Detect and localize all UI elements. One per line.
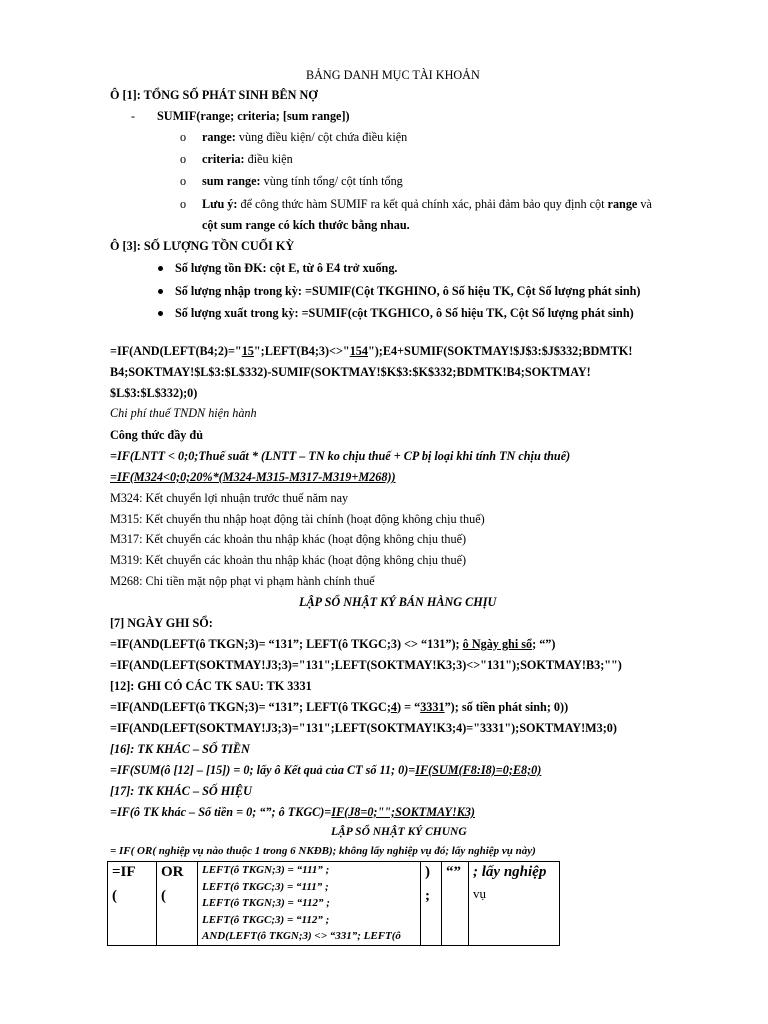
table-row [108, 862, 560, 946]
tndn-title: Chi phí thuế TNDN hiện hành [110, 406, 257, 420]
list-item-text: criteria: điều kiện [202, 152, 293, 166]
table-cell: LEFT(ô TKGN;3) = “111” ; LEFT(ô TKGC;3) = “111” ; LEFT(ô TKGN;3) = “112” ; LEFT(ô TKGC;3) = “112” ; AND(LEFT(ô TKGN;3) <> “331”; LEFT(ô [198, 862, 421, 946]
list-item [180, 129, 186, 145]
formula-line: =IF(AND(LEFT(B4;2)="15";LEFT(B4;3)<>"154");E4+SUMIF(SOKTMAY!$J$3:$J$332;BDMTK! [110, 344, 633, 358]
table-cell: =IF ( [108, 862, 157, 946]
s3-heading: Ô [3]: SỐ LƯỢNG TỒN CUỐI KỲ [110, 239, 295, 253]
dash-bullet: - [131, 109, 136, 123]
list-item: Số lượng nhập trong kỳ: =SUMIF(Cột TKGHINO, ô Số hiệu TK, Cột Số lượng phát sinh) [175, 284, 641, 298]
formula-line: =IF(M324<0;0;20%*(M324-M315-M317-M319+M268)) [110, 470, 396, 484]
formula-line: =IF(ô TK khác – Số tiền = 0; “”; ô TKGC)=IF(J8=0;"";SOKTMAY!K3) [110, 805, 475, 819]
s1-heading: Ô [1]: TỔNG SỐ PHÁT SINH BÊN NỢ [110, 88, 318, 102]
definition-line: M319: Kết chuyển các khoản thu nhập khác (hoạt động không chịu thuế) [110, 553, 467, 567]
list-item: Số lượng xuất trong kỳ: =SUMIF(cột TKGHICO, ô Số hiệu TK, Cột Số lượng phát sinh) [175, 306, 634, 320]
definition-line: M268: Chi tiền mặt nộp phạt vi phạm hành chính thuế [110, 574, 375, 588]
formula-line: =IF(AND(LEFT(SOKTMAY!J3;3)="131";LEFT(SOKTMAY!K3;3)<>"131");SOKTMAY!B3;"") [110, 658, 622, 672]
list-item-text: sum range: vùng tính tổng/ cột tính tổng [202, 174, 403, 188]
section-title: LẬP SỔ NHẬT KÝ CHUNG [331, 826, 467, 838]
formula-table [107, 861, 560, 946]
list-item [180, 196, 186, 212]
bullet-dot [158, 311, 163, 316]
formula-line: =IF(LNTT < 0;0;Thuế suất * (LNTT – TN ko chịu thuế + CP bị loại khi tính TN chịu thuế) [110, 449, 571, 463]
bullet-o: o [180, 197, 187, 211]
list-item: Số lượng tồn ĐK: cột E, từ ô E4 trở xuống. [175, 261, 398, 275]
formula-line: =IF(AND(LEFT(ô TKGN;3)= “131”; LEFT(ô TKGC;3) <> “131”); ô Ngày ghi sổ; “”) [110, 637, 556, 651]
section-heading: [7] NGÀY GHI SỔ: [110, 616, 213, 630]
page-title: BẢNG DANH MỤC TÀI KHOẢN [306, 68, 480, 82]
note-continuation: cột sum range có kích thước bằng nhau. [202, 218, 410, 232]
table-cell: ) ; [421, 862, 442, 946]
bullet-o: o [180, 130, 187, 144]
bullet-dot [158, 289, 163, 294]
section-title: LẬP SỔ NHẬT KÝ BÁN HÀNG CHỊU [299, 595, 497, 609]
bullet-o: o [180, 152, 187, 166]
list-item [180, 173, 186, 189]
definition-line: M317: Kết chuyển các khoản thu nhập khác (hoạt động không chịu thuế) [110, 532, 467, 546]
section-heading: [12]: GHI CÓ CÁC TK SAU: TK 3331 [110, 679, 312, 693]
formula-line: B4;SOKTMAY!$L$3:$L$332)-SUMIF(SOKTMAY!$K$3:$K$332;BDMTK!B4;SOKTMAY! [110, 365, 591, 379]
list-item [180, 151, 186, 167]
table-cell: ; lấy nghiệp vụ [469, 862, 560, 946]
list-item-text: Lưu ý: để công thức hàm SUMIF ra kết quả chính xác, phải đảm bảo quy định cột range và [202, 197, 652, 211]
definition-line: M324: Kết chuyển lợi nhuận trước thuế năm nay [110, 491, 349, 505]
full-formula-label: Công thức đầy đủ [110, 428, 203, 442]
formula-line: = IF( OR( nghiệp vụ nào thuộc 1 trong 6 NKĐB); không lấy nghiệp vụ đó; lấy nghiệp vụ này) [110, 845, 536, 857]
sumif-syntax: SUMIF(range; criteria; [sum range]) [157, 109, 350, 123]
table-cell: “” [442, 862, 469, 946]
bullet-dot [158, 266, 163, 271]
formula-line: =IF(SUM(ô [12] – [15]) = 0; lấy ô Kết quả của CT số 11; 0)=IF(SUM(F8:I8)=0;E8;0) [110, 763, 542, 777]
list-item-text: range: vùng điều kiện/ cột chứa điều kiện [202, 130, 408, 144]
section-heading: [17]: TK KHÁC – SỐ HIỆU [110, 784, 252, 798]
definition-line: M315: Kết chuyển thu nhập hoạt động tài chính (hoạt động không chịu thuế) [110, 512, 485, 526]
formula-line: =IF(AND(LEFT(ô TKGN;3)= “131”; LEFT(ô TKGC;4) = “3331”); số tiền phát sinh; 0)) [110, 700, 569, 714]
bullet-o: o [180, 174, 187, 188]
formula-line: =IF(AND(LEFT(SOKTMAY!J3;3)="131";LEFT(SOKTMAY!K3;4)="3331");SOKTMAY!M3;0) [110, 721, 617, 735]
section-heading: [16]: TK KHÁC – SỐ TIỀN [110, 742, 250, 756]
formula-line: $L$3:$L$332);0) [110, 386, 198, 400]
table-cell: OR ( [157, 862, 198, 946]
